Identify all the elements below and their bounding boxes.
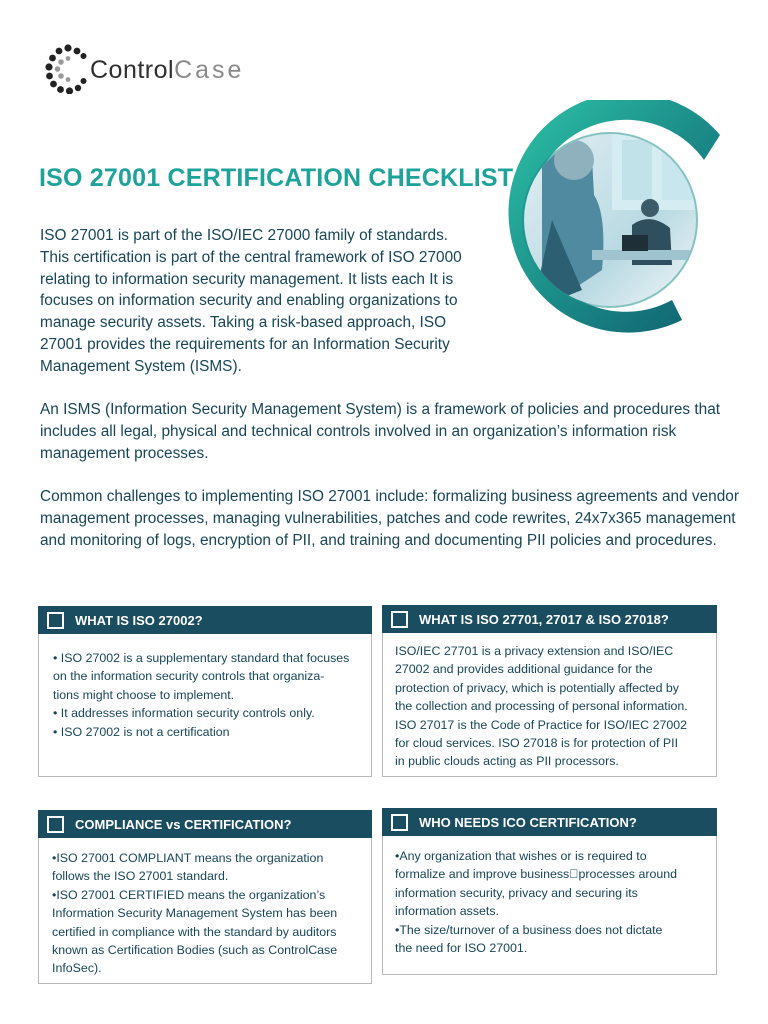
hero-ring-photo	[482, 100, 732, 350]
page-title: ISO 27001 CERTIFICATION CHECKLIST	[39, 164, 514, 192]
box-heading: COMPLIANCE vs CERTIFICATION?	[75, 816, 292, 832]
controlcase-logo	[44, 44, 284, 100]
box-line: • ISO 27002 is a supplementary standard that focuses	[53, 651, 350, 665]
box-what-is-iso-27002	[38, 606, 372, 777]
box-body	[395, 847, 677, 957]
box-line: ISO/IEC 27701 is a privacy extension and ISO/IEC	[395, 644, 674, 658]
box-heading: WHAT IS ISO 27701, 27017 & ISO 27018?	[419, 611, 669, 627]
box-line: protection of privacy, which is potentially affected by	[395, 680, 679, 695]
box-line: certified in compliance with the standard by auditors	[52, 924, 337, 939]
box-line: follows the ISO 27001 standard.	[52, 869, 229, 884]
box-line: •Any organization that wishes or is required to	[395, 849, 647, 863]
logo-wordmark	[90, 56, 244, 85]
box-compliance-vs-certification	[38, 810, 372, 984]
box-line: InfoSec).	[52, 961, 102, 976]
box-heading: WHAT IS ISO 27002?	[75, 612, 203, 628]
box-body	[53, 649, 349, 741]
box-body	[52, 849, 337, 978]
checkbox-icon[interactable]	[391, 814, 408, 831]
intro-paragraph-3: Common challenges to implementing ISO 27001 include: formalizing business agreements and vendor management processes, managing vulnerabilities, patches and code rewrites, 24x7x365 management and monitoring of logs, encryption of PII, and training and documenting PII policies and procedures.	[40, 488, 739, 549]
box-who-needs-certification	[382, 808, 717, 975]
box-header	[382, 605, 717, 633]
checkbox-icon[interactable]	[47, 816, 64, 833]
checkbox-icon[interactable]	[47, 612, 64, 629]
box-line: • ISO 27002 is not a certification	[53, 724, 230, 739]
box-body	[395, 642, 688, 771]
box-line: known as Certification Bodies (such as ControlCase	[52, 943, 338, 958]
box-line: information assets.	[395, 904, 499, 919]
box-line: ISO 27017 is the Code of Practice for ISO/IEC 27002	[395, 717, 688, 732]
box-line: 27002 and provides additional guidance for the	[395, 662, 653, 677]
box-line: the need for ISO 27001.	[395, 941, 528, 956]
box-line: tions might choose to implement.	[53, 687, 235, 702]
box-heading: WHO NEEDS ICO CERTIFICATION?	[419, 814, 637, 830]
box-line: •The size/turnover of a business does not dictate	[395, 922, 663, 937]
box-line: on the information security controls that organiza-	[53, 669, 325, 684]
box-line: Information Security Management System has been	[52, 906, 338, 921]
logo-word-control: Control	[90, 56, 175, 84]
intro-paragraph-1: ISO 27001 is part of the ISO/IEC 27000 family of standards. This certification is part of the central framework of ISO 27000 relating to information security management. It lists each It is focuses on information security and enabling organizations to manage security assets. Taking a risk-based approach, ISO 27001 provides the requirements for an Information Security Management System (ISMS).	[40, 227, 462, 375]
intro-paragraph-2: An ISMS (Information Security Management System) is a framework of policies and procedures that includes all legal, physical and technical controls involved in an organization’s information risk management processes.	[40, 401, 721, 462]
box-line: formalize and improve business processes around	[395, 867, 678, 882]
box-line: the collection and processing of personal information.	[395, 699, 688, 714]
box-header	[382, 808, 717, 836]
box-line: • It addresses information security controls only.	[53, 706, 315, 721]
checkbox-icon[interactable]	[391, 611, 408, 628]
logo-word-case: Case	[174, 56, 245, 84]
logo-ring-icon	[44, 44, 90, 94]
box-what-is-iso-27701	[382, 605, 717, 777]
box-line: information security, privacy and securing its	[395, 885, 638, 900]
box-header	[38, 606, 372, 634]
box-line: •ISO 27001 COMPLIANT means the organization	[52, 851, 324, 865]
box-header	[38, 810, 372, 838]
box-line: •ISO 27001 CERTIFIED means the organization’s	[52, 887, 326, 902]
box-line: for cloud services. ISO 27018 is for protection of PII	[395, 736, 679, 751]
box-line: in public clouds acting as PII processors.	[395, 754, 619, 769]
